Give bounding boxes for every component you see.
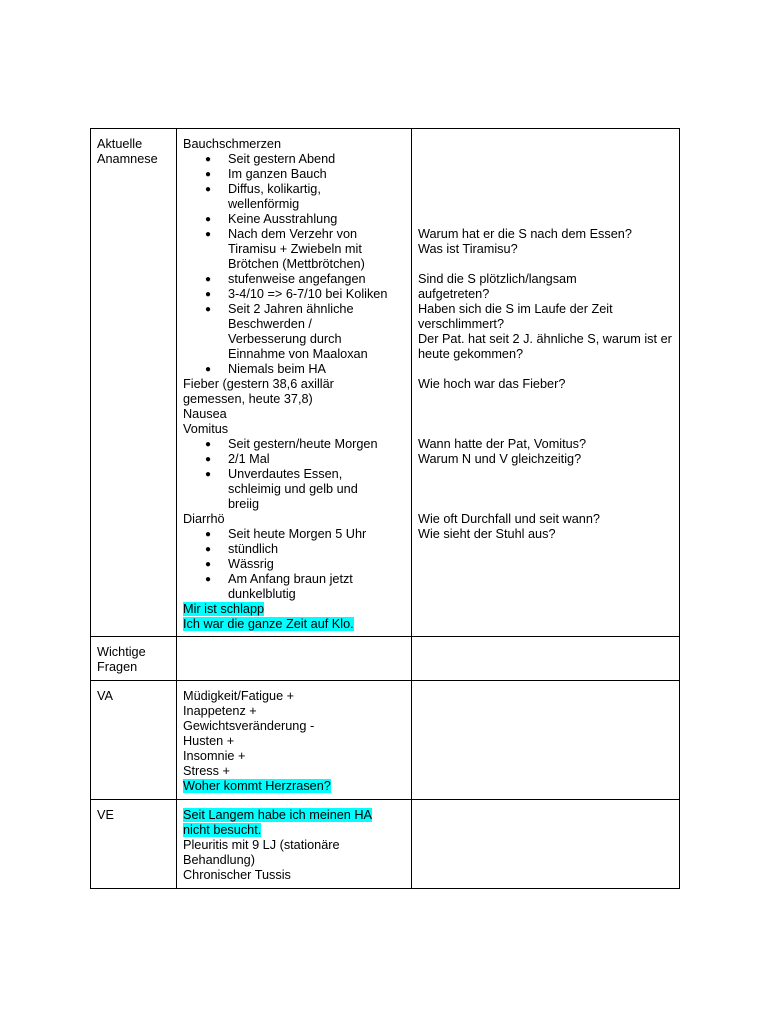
questions-cell	[412, 800, 680, 889]
list-item: ● Seit 2 Jahren ähnliche Beschwerden / Verbesserung durch Einnahme von Maaloxan	[183, 302, 405, 362]
va-item: Gewichtsveränderung -	[183, 719, 315, 733]
va-item: Insomnie +	[183, 749, 246, 763]
question-text: Wann hatte der Pat, Vomitus?	[418, 437, 587, 451]
question-text: Haben sich die S im Laufe der Zeit verschlimmert?	[418, 302, 613, 331]
row-label: VA	[97, 689, 113, 703]
question-text: Was ist Tiramisu?	[418, 242, 518, 256]
label-cell	[91, 637, 177, 681]
anamnese-table	[90, 128, 680, 889]
list-item: ● stündlich	[183, 542, 405, 557]
list-item: ● Diffus, kolikartig, wellenförmig	[183, 182, 405, 212]
label-cell	[91, 681, 177, 800]
list-item: ● stufenweise angefangen	[183, 272, 405, 287]
va-item: Husten +	[183, 734, 235, 748]
questions-cell	[412, 129, 680, 637]
content-cell	[177, 681, 412, 800]
label-cell	[91, 800, 177, 889]
row-label: Wichtige Fragen	[97, 645, 146, 674]
question-text: Wie hoch war das Fieber?	[418, 377, 566, 391]
list-item: ● Wässrig	[183, 557, 405, 572]
highlighted-quote: Woher kommt Herzrasen?	[183, 779, 331, 793]
diarrhoe-heading: Diarrhö	[183, 512, 225, 526]
list-item: ● Im ganzen Bauch	[183, 167, 405, 182]
va-item: Stress +	[183, 764, 230, 778]
row-label: Aktuelle Anamnese	[97, 137, 158, 166]
section-heading: Bauchschmerzen	[183, 137, 282, 151]
row-va	[91, 681, 680, 800]
fieber-text: Fieber (gestern 38,6 axillär gemessen, heute 37,8)	[183, 377, 334, 406]
question-text: Warum hat er die S nach dem Essen?	[418, 227, 632, 241]
row-ve	[91, 800, 680, 889]
questions-cell	[412, 681, 680, 800]
list-item: ● Unverdautes Essen, schleimig und gelb und breiig	[183, 467, 405, 512]
content-cell	[177, 637, 412, 681]
va-item: Inappetenz +	[183, 704, 257, 718]
highlighted-quote: Seit Langem habe ich meinen HA nicht besucht.	[183, 808, 373, 837]
questions-cell	[412, 637, 680, 681]
ve-item: Chronischer Tussis	[183, 868, 291, 882]
question-text: Sind die S plötzlich/langsam aufgetreten?	[418, 272, 577, 301]
vomitus-heading: Vomitus	[183, 422, 229, 436]
question-text: Wie oft Durchfall und seit wann?	[418, 512, 600, 526]
list-item: ● Seit heute Morgen 5 Uhr	[183, 527, 405, 542]
nausea-text: Nausea	[183, 407, 227, 421]
list-item: ● Nach dem Verzehr von Tiramisu + Zwiebeln mit Brötchen (Mettbrötchen)	[183, 227, 405, 272]
row-label: VE	[97, 808, 114, 822]
list-item: ● 2/1 Mal	[183, 452, 405, 467]
question-text: Warum N und V gleichzeitig?	[418, 452, 582, 466]
ve-item: Pleuritis mit 9 LJ (stationäre Behandlung)	[183, 838, 340, 867]
highlighted-quote: Ich war die ganze Zeit auf Klo.	[183, 617, 354, 631]
row-aktuelle-anamnese	[91, 129, 680, 637]
list-item: ● Seit gestern/heute Morgen	[183, 437, 405, 452]
list-item: ● Keine Ausstrahlung	[183, 212, 405, 227]
va-item: Müdigkeit/Fatigue +	[183, 689, 295, 703]
highlighted-quote: Mir ist schlapp	[183, 602, 265, 616]
row-wichtige-fragen	[91, 637, 680, 681]
list-item: ● Seit gestern Abend	[183, 152, 405, 167]
question-text: Wie sieht der Stuhl aus?	[418, 527, 556, 541]
list-item: ● Niemals beim HA	[183, 362, 405, 377]
diarrhoe-list	[183, 527, 405, 602]
content-cell	[177, 800, 412, 889]
content-cell	[177, 129, 412, 637]
label-cell	[91, 129, 177, 637]
list-item: ● 3-4/10 => 6-7/10 bei Koliken	[183, 287, 405, 302]
bauch-list	[183, 152, 405, 377]
vomitus-list	[183, 437, 405, 512]
list-item: ● Am Anfang braun jetzt dunkelblutig	[183, 572, 405, 602]
question-text: Der Pat. hat seit 2 J. ähnliche S, warum ist er heute gekommen?	[418, 332, 672, 361]
